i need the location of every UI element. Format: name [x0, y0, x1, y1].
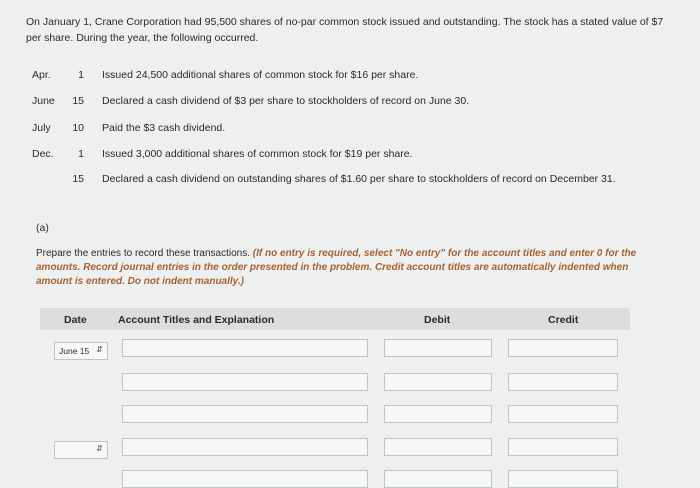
journal-header — [40, 308, 630, 330]
credit-header: Credit — [548, 314, 579, 326]
debit-input[interactable] — [384, 470, 492, 488]
credit-input[interactable] — [508, 339, 618, 357]
instructions — [36, 247, 646, 289]
transaction-day: 1 — [78, 148, 84, 160]
updown-chevron-icon: ⇵ — [96, 345, 103, 354]
transaction-month: July — [32, 122, 51, 134]
transaction-month: June — [32, 95, 55, 107]
date-select[interactable] — [54, 342, 108, 360]
transaction-day: 15 — [72, 95, 84, 107]
debit-input[interactable] — [384, 339, 492, 357]
transaction-day: 10 — [72, 122, 84, 134]
account-title-input[interactable] — [122, 339, 368, 357]
instructions-emphasis: (If no entry is required, select "No entry" for the account titles and enter 0 for the amounts. Record journal entries in the order presented in the problem. Credit account titles are automatically indented when amount is entered. Do not indent manually.) — [36, 248, 637, 287]
date-select-value: June 15 — [59, 346, 90, 356]
debit-input[interactable] — [384, 438, 492, 456]
account-title-input[interactable] — [122, 470, 368, 488]
transaction-desc: Paid the $3 cash dividend. — [102, 122, 226, 134]
date-header: Date — [64, 314, 87, 326]
credit-input[interactable] — [508, 373, 618, 391]
transaction-month: Dec. — [32, 148, 54, 160]
transaction-desc: Issued 3,000 additional shares of common stock for $19 per share. — [102, 148, 413, 160]
account-title-input[interactable] — [122, 405, 368, 423]
transaction-day: 15 — [72, 173, 84, 185]
problem-intro: On January 1, Crane Corporation had 95,500 shares of no-par common stock issued and outstanding. The stock has a stated value of $7 per share. During the year, the following occurred. — [26, 16, 664, 44]
transaction-day: 1 — [78, 69, 84, 81]
account-title-input[interactable] — [122, 438, 368, 456]
account-header: Account Titles and Explanation — [118, 314, 275, 326]
updown-chevron-icon: ⇵ — [96, 444, 103, 453]
transaction-desc: Declared a cash dividend of $3 per share to stockholders of record on June 30. — [102, 95, 470, 107]
debit-input[interactable] — [384, 373, 492, 391]
transaction-month: Apr. — [32, 69, 51, 81]
part-label: (a) — [36, 222, 49, 234]
credit-input[interactable] — [508, 470, 618, 488]
account-title-input[interactable] — [122, 373, 368, 391]
transaction-desc: Issued 24,500 additional shares of common stock for $16 per share. — [102, 69, 419, 81]
debit-header: Debit — [424, 314, 451, 326]
instructions-text: Prepare the entries to record these transactions. — [36, 248, 253, 259]
credit-input[interactable] — [508, 405, 618, 423]
debit-input[interactable] — [384, 405, 492, 423]
transaction-desc: Declared a cash dividend on outstanding shares of $1.60 per share to stockholders of record on December 31. — [102, 173, 616, 185]
date-select[interactable] — [54, 441, 108, 459]
credit-input[interactable] — [508, 438, 618, 456]
